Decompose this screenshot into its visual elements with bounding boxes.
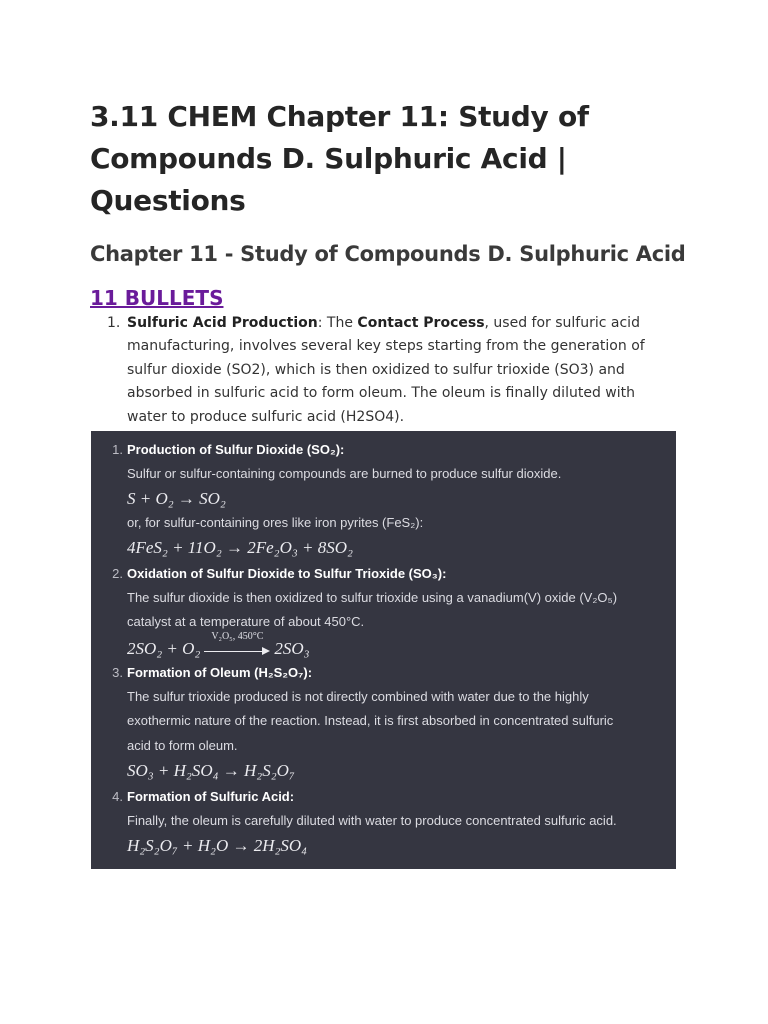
- step-text: catalyst at a temperature of about 450°C.: [127, 614, 365, 629]
- step-text: The sulfur trioxide produced is not directly combined with water due to the highly: [127, 689, 589, 704]
- step-text: Finally, the oleum is carefully diluted with water to produce concentrated sulfuric acid.: [127, 813, 617, 828]
- step-number: 2.: [112, 566, 123, 581]
- step-number: 4.: [112, 789, 123, 804]
- equation: SO₃ + H₂SO₄ → H₂S₂O₇: [127, 761, 295, 780]
- arrow-head-icon: [262, 647, 270, 655]
- reaction-arrow: [204, 631, 270, 661]
- step-title: Oxidation of Sulfur Dioxide to Sulfur Trioxide (SO₃):: [127, 566, 447, 581]
- step-title: Production of Sulfur Dioxide (SO₂):: [127, 442, 345, 457]
- step-text: acid to form oleum.: [127, 738, 238, 753]
- bullet-text: , used for sulfuric acid manufacturing, involves several key steps starting from the generation of sulfur dioxide (SO2), which is then oxidized to sulfur trioxide (SO3) and absorbed in sulfuric acid to form oleum. The oleum is finally diluted with water to produce sulfuric acid (H2SO4).: [127, 315, 645, 425]
- page-title: 3.11 CHEM Chapter 11: Study of Compounds D. Sulphuric Acid | Questions: [90, 100, 589, 217]
- step-text: The sulfur dioxide is then oxidized to sulfur trioxide using a vanadium(V) oxide (V₂O₅): [127, 590, 618, 605]
- bullets-section-link[interactable]: 11 BULLETS: [90, 286, 224, 310]
- bullet-term: Sulfuric Acid Production: [127, 315, 318, 331]
- equation-reactants: 2SO₂ + O₂: [127, 639, 201, 658]
- bullet-term-contact-process: Contact Process: [357, 315, 485, 331]
- step-text: exothermic nature of the reaction. Instead, it is first absorbed in concentrated sulfuric: [127, 713, 614, 728]
- equation-with-catalyst: [127, 631, 310, 661]
- arrow-line: [204, 651, 264, 652]
- step-title: Formation of Oleum (H₂S₂O₇):: [127, 665, 313, 680]
- equation: S + O₂ → SO₂: [127, 489, 226, 508]
- bullet-list: [90, 312, 670, 429]
- list-item-number: 1.: [107, 315, 121, 331]
- step-number: 1.: [112, 442, 123, 457]
- equation: H₂S₂O₇ + H₂O → 2H₂SO₄: [127, 836, 308, 855]
- step-title: Formation of Sulfuric Acid:: [127, 789, 295, 804]
- list-item: [90, 312, 670, 429]
- step-text: Sulfur or sulfur-containing compounds are burned to produce sulfur dioxide.: [127, 466, 562, 481]
- chapter-subheading: Chapter 11 - Study of Compounds D. Sulphuric Acid: [90, 242, 686, 266]
- bullet-separator: : The: [317, 315, 358, 331]
- embedded-screenshot-panel: [91, 431, 676, 869]
- equation: 4FeS₂ + 11O₂ → 2Fe₂O₃ + 8SO₂: [127, 538, 353, 557]
- reaction-conditions: V₂O₅, 450°C: [211, 631, 264, 643]
- step-text: or, for sulfur-containing ores like iron pyrites (FeS₂):: [127, 515, 424, 530]
- step-number: 3.: [112, 665, 123, 680]
- equation-products: 2SO₃: [274, 639, 310, 658]
